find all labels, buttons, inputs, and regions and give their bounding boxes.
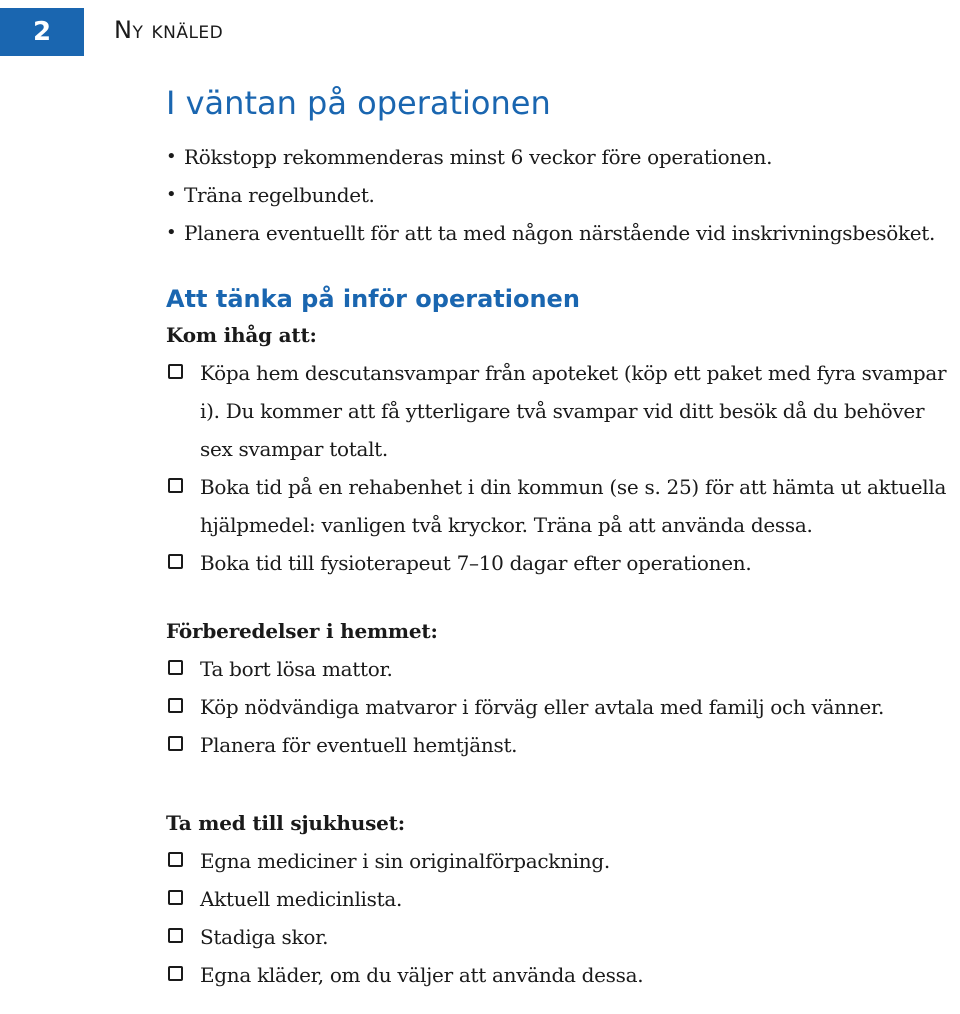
checkbox-icon: [168, 364, 183, 379]
checklist-text: Egna mediciner i sin originalförpackning.: [200, 849, 610, 873]
checklist-text: Planera för eventuell hemtjänst.: [200, 733, 518, 757]
checkbox-icon: [168, 890, 183, 905]
checklist-text: Köpa hem descutansvampar från apoteket (köp ett paket med fyra svampar i). Du kommer att få ytterligare två svampar vid ditt besök då du behöver sex svampar totalt.: [200, 361, 947, 461]
home-checklist: [166, 650, 956, 764]
checklist-text: Egna kläder, om du väljer att använda dessa.: [200, 963, 644, 987]
checklist-text: Stadiga skor.: [200, 925, 329, 949]
list-item: [166, 138, 956, 176]
remember-checklist: [166, 354, 956, 582]
checklist-text: Köp nödvändiga matvaror i förväg eller avtala med familj och vänner.: [200, 695, 884, 719]
bullet-icon: •: [166, 146, 177, 167]
chapter-title: Ny knäled: [114, 16, 224, 44]
section-subtitle: Att tänka på inför operationen: [166, 285, 580, 313]
page-header: [0, 8, 960, 56]
page-number: 2: [0, 8, 84, 56]
hospital-label: Ta med till sjukhuset:: [166, 811, 405, 835]
checklist-item: [166, 544, 956, 582]
hospital-checklist: [166, 842, 956, 994]
checklist-text: Boka tid till fysioterapeut 7–10 dagar efter operationen.: [200, 551, 752, 575]
bullet-text: Planera eventuellt för att ta med någon närstående vid inskrivningsbesöket.: [184, 221, 936, 245]
checklist-item: [166, 650, 956, 688]
remember-label: Kom ihåg att:: [166, 323, 317, 347]
main-content: [166, 80, 956, 994]
checklist-item: [166, 468, 956, 544]
checklist-item: [166, 726, 956, 764]
checkbox-icon: [168, 736, 183, 751]
bullet-icon: •: [166, 184, 177, 205]
checkbox-icon: [168, 660, 183, 675]
checkbox-icon: [168, 966, 183, 981]
bullet-icon: •: [166, 222, 177, 243]
checklist-text: Aktuell medicinlista.: [200, 887, 403, 911]
bullet-list: [166, 138, 956, 252]
checkbox-icon: [168, 928, 183, 943]
bullet-text: Träna regelbundet.: [184, 183, 375, 207]
list-item: [166, 176, 956, 214]
checklist-item: [166, 688, 956, 726]
checklist-item: [166, 354, 956, 468]
checkbox-icon: [168, 852, 183, 867]
checklist-text: Ta bort lösa mattor.: [200, 657, 393, 681]
checklist-item: [166, 956, 956, 994]
checklist-item: [166, 880, 956, 918]
checklist-item: [166, 842, 956, 880]
checkbox-icon: [168, 554, 183, 569]
list-item: [166, 214, 956, 252]
checkbox-icon: [168, 478, 183, 493]
checklist-text: Boka tid på en rehabenhet i din kommun (se s. 25) för att hämta ut aktuella hjälpmedel: vanligen två kryckor. Träna på att använda dessa.: [200, 475, 947, 537]
page-title: I väntan på operationen: [166, 84, 551, 122]
checkbox-icon: [168, 698, 183, 713]
checklist-item: [166, 918, 956, 956]
home-label: Förberedelser i hemmet:: [166, 619, 438, 643]
bullet-text: Rökstopp rekommenderas minst 6 veckor före operationen.: [184, 145, 773, 169]
